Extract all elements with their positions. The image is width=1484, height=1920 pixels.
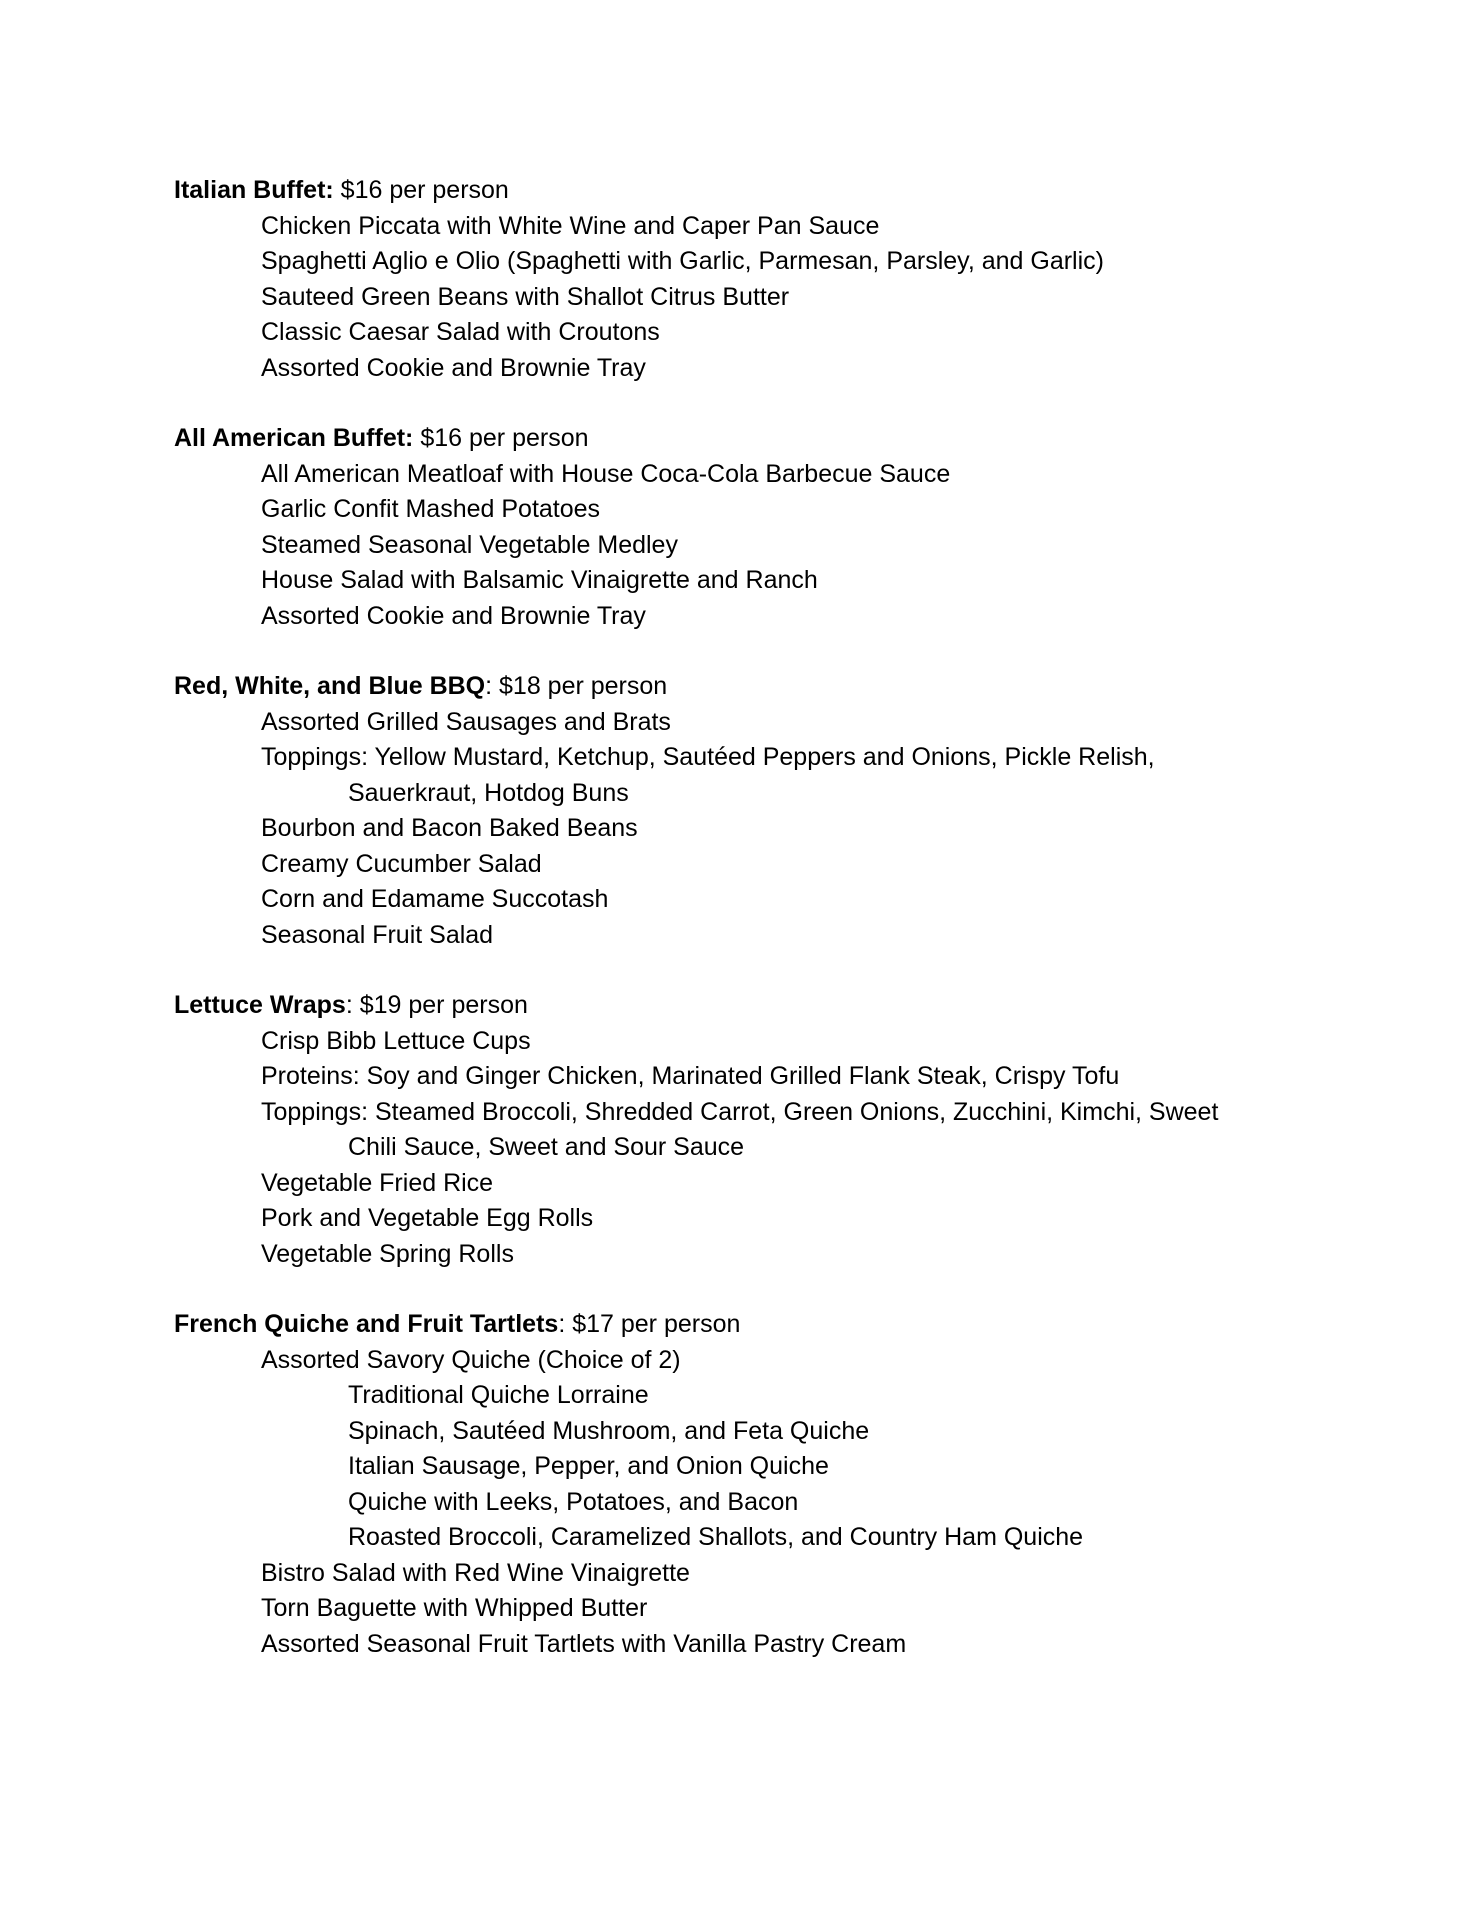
menu-sub-item: Spinach, Sautéed Mushroom, and Feta Quiche [348,1416,870,1445]
menu-sub-item: Quiche with Leeks, Potatoes, and Bacon [348,1487,799,1516]
menu-sub-item: Traditional Quiche Lorraine [348,1381,649,1409]
menu-item: Proteins: Soy and Ginger Chicken, Marinated Grilled Flank Steak, Crispy Tofu [261,1062,1120,1090]
menu-item: Vegetable Spring Rolls [261,1239,514,1268]
menu-item: Toppings: Steamed Broccoli, Shredded Carrot, Green Onions, Zucchini, Kimchi, Sweet [261,1097,1219,1126]
menu-item: Crisp Bibb Lettuce Cups [261,1026,531,1055]
menu-item: Creamy Cucumber Salad [261,849,542,878]
section-price: : $18 per person [485,672,668,700]
menu-item: Vegetable Fried Rice [261,1168,494,1197]
section-price: : $17 per person [558,1310,741,1338]
menu-item: Assorted Seasonal Fruit Tartlets with Vanilla Pastry Cream [261,1629,907,1658]
menu-item: Assorted Savory Quiche (Choice of 2) [261,1345,681,1374]
menu-section-italian-buffet [174,173,1324,386]
section-heading [174,669,1324,705]
menu-section-red-white-blue-bbq [174,669,1324,953]
section-price: $16 per person [413,424,589,452]
menu-item: All American Meatloaf with House Coca-Cola Barbecue Sauce [261,459,951,488]
menu-item-continuation: Sauerkraut, Hotdog Buns [348,778,629,807]
menu-item-continuation: Chili Sauce, Sweet and Sour Sauce [348,1133,745,1161]
menu-section-french-quiche [174,1307,1324,1662]
menu-item: Toppings: Yellow Mustard, Ketchup, Sautéed Peppers and Onions, Pickle Relish, [261,743,1155,771]
menu-item: Chicken Piccata with White Wine and Caper Pan Sauce [261,211,880,240]
menu-item: Assorted Cookie and Brownie Tray [261,353,646,382]
section-title: Italian Buffet: [174,176,334,204]
menu-sub-item: Italian Sausage, Pepper, and Onion Quiche [348,1452,829,1480]
section-heading [174,173,1324,209]
section-title: Lettuce Wraps [174,991,346,1019]
menu-item: Bistro Salad with Red Wine Vinaigrette [261,1558,690,1587]
menu-item: Assorted Grilled Sausages and Brats [261,707,671,736]
section-heading [174,1307,1324,1343]
menu-section-all-american-buffet [174,421,1324,634]
menu-sub-item: Roasted Broccoli, Caramelized Shallots, and Country Ham Quiche [348,1523,1084,1551]
section-price: : $19 per person [345,991,528,1019]
menu-item: House Salad with Balsamic Vinaigrette and Ranch [261,566,818,594]
menu-item: Bourbon and Bacon Baked Beans [261,814,638,842]
menu-item: Seasonal Fruit Salad [261,920,494,949]
section-price: $16 per person [333,176,509,204]
menu-item: Assorted Cookie and Brownie Tray [261,601,646,630]
menu-item: Sauteed Green Beans with Shallot Citrus Butter [261,282,790,311]
section-title: Red, White, and Blue BBQ [174,672,486,700]
menu-section-lettuce-wraps [174,988,1324,1272]
menu-item: Garlic Confit Mashed Potatoes [261,495,601,523]
section-heading [174,988,1324,1024]
menu-document [174,173,1324,1697]
menu-item: Steamed Seasonal Vegetable Medley [261,530,678,559]
section-title: All American Buffet: [174,424,414,452]
section-heading [174,421,1324,457]
menu-item: Corn and Edamame Succotash [261,885,609,913]
menu-item: Classic Caesar Salad with Croutons [261,318,660,346]
menu-item: Pork and Vegetable Egg Rolls [261,1204,594,1232]
menu-item: Torn Baguette with Whipped Butter [261,1594,648,1622]
menu-item: Spaghetti Aglio e Olio (Spaghetti with Garlic, Parmesan, Parsley, and Garlic) [261,247,1104,275]
section-title: French Quiche and Fruit Tartlets [174,1310,559,1338]
